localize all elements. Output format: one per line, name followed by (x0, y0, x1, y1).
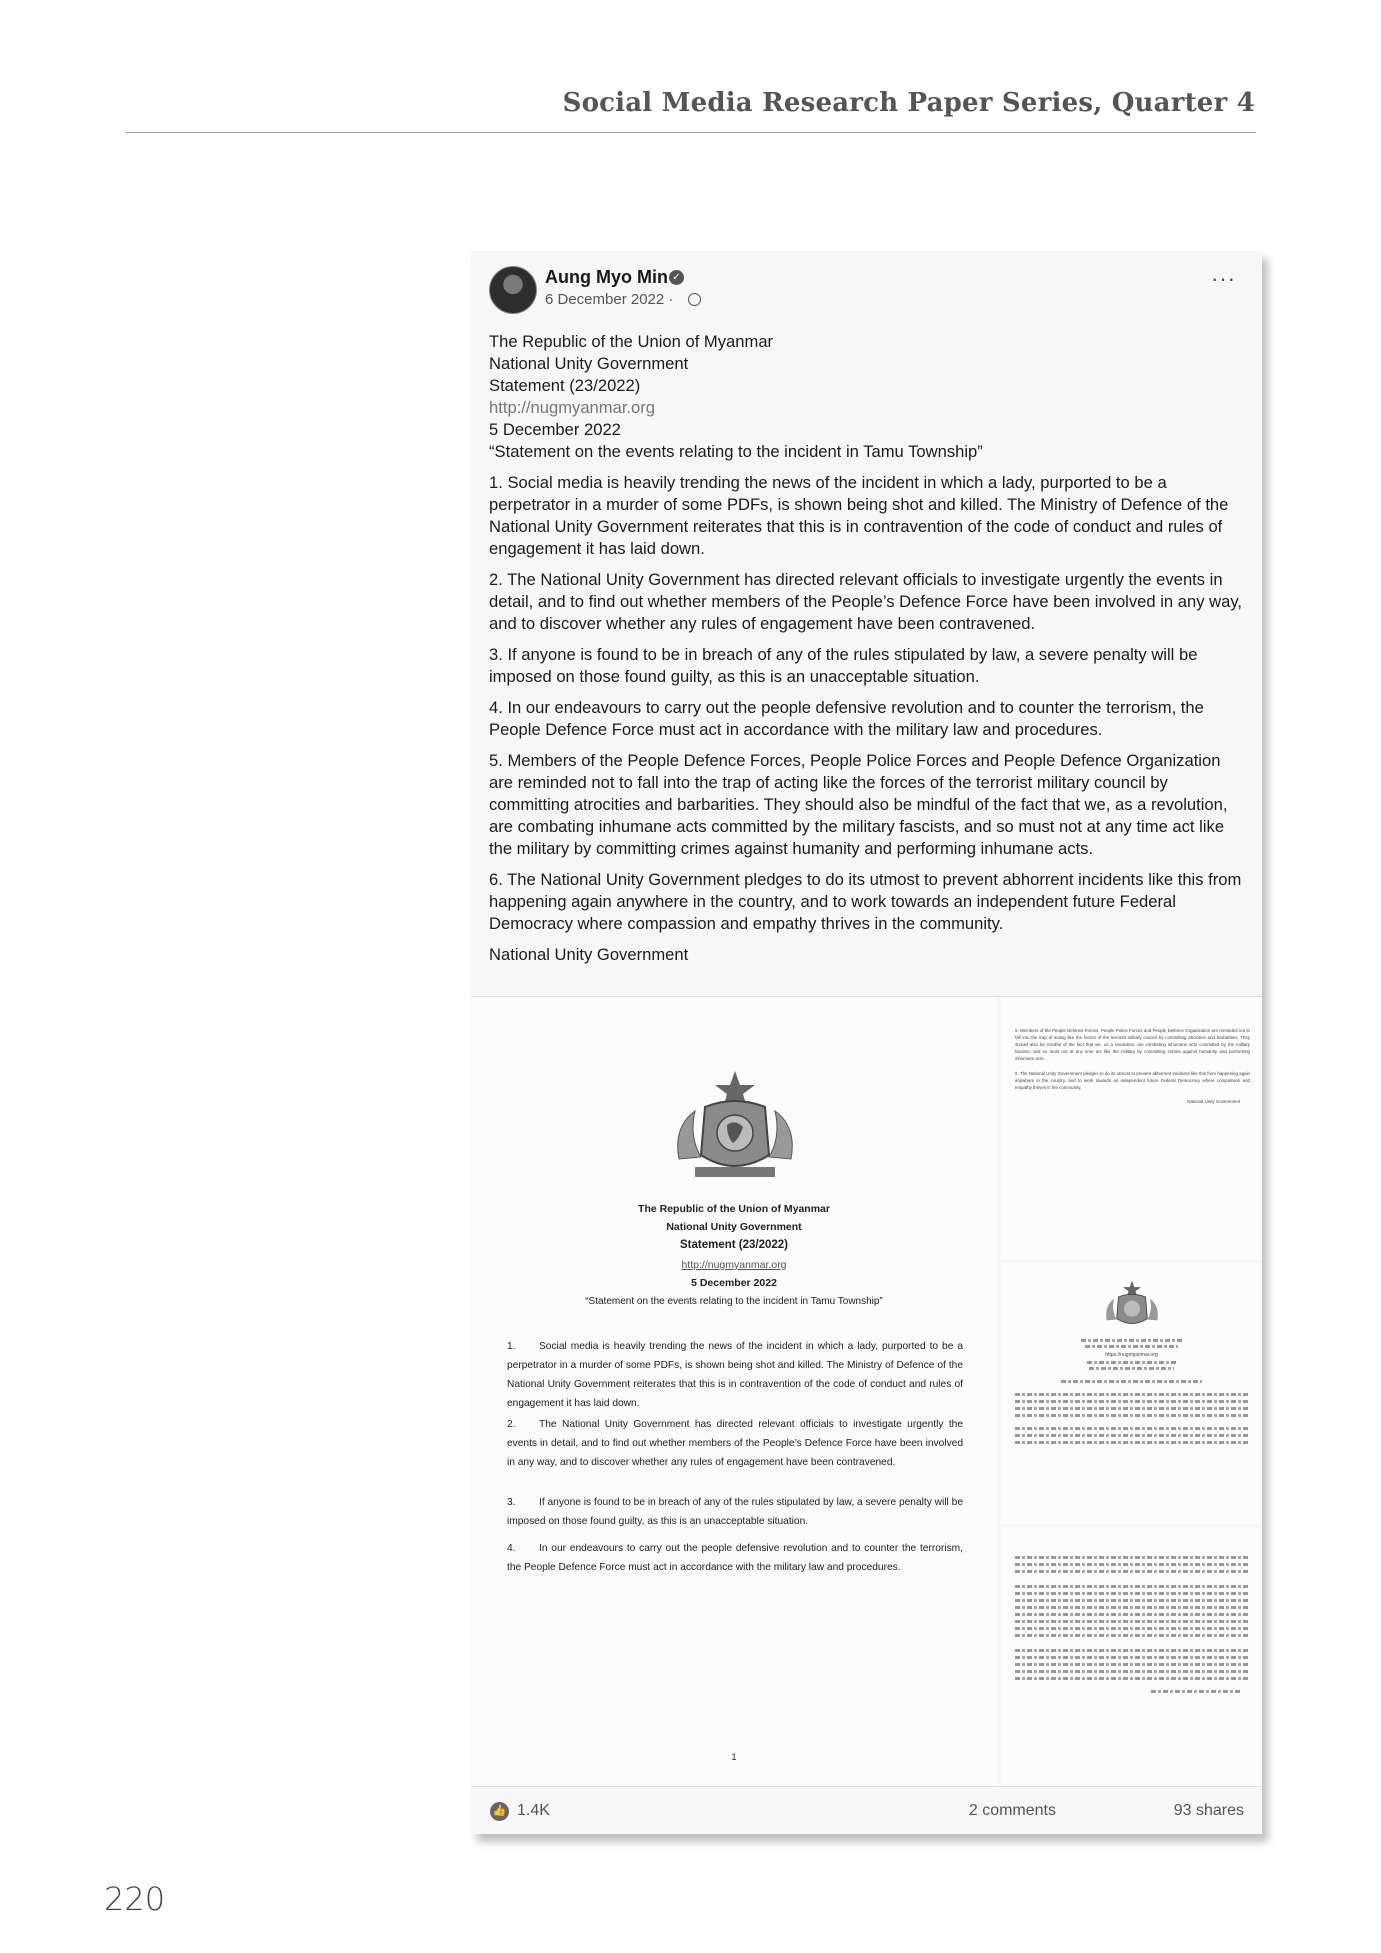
post-paragraph: 6. The National Unity Government pledges to do its utmost to prevent abhorrent incidents like this from happening again anywhere in the country, and to work towards an independent future Federal Democracy where compassion and empathy thrives in the community. (489, 870, 1242, 933)
globe-icon (688, 293, 701, 306)
header-line: 5 December 2022 (489, 420, 621, 439)
burmese-text-line (1015, 1427, 1250, 1430)
burmese-text-line (1015, 1585, 1250, 1588)
comments-count[interactable]: 2 comments (968, 1802, 1056, 1819)
post-paragraph: 2. The National Unity Government has directed relevant officials to investigate urgently the events in detail, and to find out whether members of the People’s Defence Force have been involved in any way, and to discover whether any rules of engagement have been contravened. (489, 570, 1243, 633)
like-count[interactable]: 1.4K (517, 1802, 550, 1819)
burmese-text-line (1015, 1627, 1250, 1630)
burmese-text-line (1015, 1613, 1250, 1616)
doc-date: 5 December 2022 (691, 1277, 777, 1289)
post-paragraph: 3. If anyone is found to be in breach of any of the rules stipulated by law, a severe penalty will be imposed on those found guilty, as this is an unacceptable situation. (489, 645, 1198, 686)
doc-title-line: National Unity Government (666, 1221, 802, 1233)
burmese-text-line (1085, 1345, 1178, 1348)
post-attachments (471, 996, 1262, 1787)
doc-paragraph-text: Social media is heavily trending the news of the incident in which a lady, purported to be a perpetrator in a murder of some PDFs, is shown being shot and killed. The Ministry of Defence of the National Unity Government reiterates that this is in contravention of the code of conduct and rules of engagement it has laid down. (507, 1341, 963, 1409)
post-body (489, 322, 1249, 975)
doc-paragraph-text: If anyone is found to be in breach of any of the rules stipulated by law, a severe penalty will be imposed on those found guilty, as this is an unacceptable situation. (507, 1497, 963, 1527)
shares-count[interactable]: 93 shares (1173, 1802, 1244, 1819)
doc-title-line: Statement (23/2022) (679, 1239, 789, 1251)
doc-page-number: 1 (731, 1752, 737, 1762)
doc-paragraph-text: The National Unity Government has directed relevant officials to investigate urgently the events in detail, and to find out whether members of the People’s Defence Force have been involved in any way, and to discover whether any rules of engagement have been contravened. (507, 1419, 963, 1468)
burmese-text-line (1015, 1407, 1250, 1410)
state-emblem-icon (1100, 1279, 1164, 1333)
statement-link[interactable]: http://nugmyanmar.org (489, 398, 656, 417)
burmese-text-line (1015, 1670, 1250, 1673)
burmese-text-line (1089, 1367, 1174, 1370)
like-icon[interactable]: 👍 (490, 1802, 509, 1821)
burmese-text-line (1015, 1414, 1250, 1417)
doc-paragraph (507, 1493, 963, 1531)
burmese-text-line (1015, 1563, 1250, 1566)
burmese-text-line (1087, 1361, 1176, 1364)
post-footer (471, 1786, 1262, 1835)
burmese-text-line (1015, 1634, 1250, 1637)
doc-paragraph-number: 1. (507, 1341, 516, 1352)
doc-paragraph (507, 1539, 963, 1577)
attachment-statement-page[interactable] (471, 997, 997, 1787)
doc-paragraph (507, 1337, 963, 1413)
burmese-text-line (1015, 1620, 1250, 1623)
burmese-text-line (1015, 1606, 1250, 1609)
header-line: National Unity Government (489, 354, 689, 373)
burmese-text-line (1015, 1393, 1250, 1396)
doc-paragraph (507, 1415, 963, 1472)
avatar[interactable] (489, 266, 537, 314)
post-signoff: National Unity Government (489, 945, 689, 964)
post-paragraph: 1. Social media is heavily trending the news of the incident in which a lady, purported to be a perpetrator in a murder of some PDFs, is shown being shot and killed. The Ministry of Defence of the National Unity Government reiterates that this is in contravention of the code of conduct and rules of engagement it has laid down. (489, 473, 1229, 558)
more-options-icon[interactable]: ··· (1211, 266, 1236, 291)
attachment-burmese-page-2[interactable] (1001, 1528, 1262, 1787)
post-author[interactable]: Aung Myo Min (545, 267, 668, 287)
burmese-text-line (1015, 1656, 1250, 1659)
verified-badge-icon: ✓ (669, 270, 684, 285)
attachment-statement-page-2[interactable] (1001, 997, 1262, 1259)
burmese-text-line (1081, 1339, 1182, 1342)
side-doc-link: https://nugmyanmar.org (1105, 1352, 1158, 1358)
burmese-text-line (1015, 1677, 1250, 1680)
side-paragraph: 5. Members of the People Defence Forces, People Police Forces and People Defence Organization are reminded not to fall into the trap of acting like the forces of the terrorist military council by committing atrocities and barbarities. They should also be mindful of the fact that we, as a revolution, are combating inhumane acts committed by the military fascists, and so must not at any time act like the military by committing crimes against humanity and performing inhumane acts. (1015, 1028, 1250, 1061)
doc-paragraph-number: 4. (507, 1543, 516, 1554)
burmese-text-line (1015, 1400, 1250, 1403)
burmese-text-line (1061, 1380, 1202, 1383)
attachment-burmese-page-1[interactable] (1001, 1263, 1262, 1524)
burmese-text-line (1015, 1599, 1250, 1602)
burmese-text-line (1015, 1570, 1250, 1573)
post-paragraph: 4. In our endeavours to carry out the people defensive revolution and to counter the terrorism, the People Defence Force must act in accordance with the military law and procedures. (489, 698, 1204, 739)
doc-paragraph-text: In our endeavours to carry out the people defensive revolution and to counter the terrorism, the People Defence Force must act in accordance with the military law and procedures. (507, 1543, 963, 1573)
header-rule (126, 132, 1256, 133)
side-paragraph: 6. The National Unity Government pledges to do its utmost to prevent abhorrent incidents like this from happening again anywhere in the country, and to work towards an independent future Federal Democracy where compassion and empathy thrives in the community. (1015, 1071, 1250, 1090)
header-line: “Statement on the events relating to the incident in Tamu Township” (489, 442, 983, 461)
header-line: Statement (23/2022) (489, 376, 641, 395)
burmese-text-line (1015, 1592, 1250, 1595)
doc-title-line: The Republic of the Union of Myanmar (638, 1203, 830, 1215)
doc-paragraph-number: 3. (507, 1497, 516, 1508)
burmese-text-line (1151, 1690, 1240, 1693)
doc-subject: “Statement on the events relating to the incident in Tamu Township” (585, 1296, 883, 1307)
header-line: The Republic of the Union of Myanmar (489, 332, 774, 351)
burmese-text-line (1015, 1649, 1250, 1652)
doc-paragraph-number: 2. (507, 1419, 516, 1430)
post-date[interactable]: 6 December 2022 · (545, 291, 674, 308)
burmese-text-line (1015, 1441, 1250, 1444)
page-number: 220 (104, 1880, 166, 1918)
burmese-text-line (1015, 1663, 1250, 1666)
burmese-text-line (1015, 1556, 1250, 1559)
facebook-post (471, 251, 1262, 1834)
post-paragraph: 5. Members of the People Defence Forces, People Police Forces and People Defence Organization are reminded not to fall into the trap of acting like the forces of the terrorist military council by committing atrocities and barbarities. They should also be mindful of the fact that we, as a revolution, are combating inhumane acts committed by the military fascists, and so must not at any time act like the military by committing crimes against humanity and performing inhumane acts. (489, 751, 1228, 858)
state-emblem-icon (665, 1067, 805, 1187)
running-head: Social Media Research Paper Series, Quarter 4 (562, 88, 1255, 118)
doc-link: http://nugmyanmar.org (681, 1259, 787, 1271)
side-signoff: National Unity Government (1187, 1099, 1240, 1104)
burmese-text-line (1015, 1434, 1250, 1437)
